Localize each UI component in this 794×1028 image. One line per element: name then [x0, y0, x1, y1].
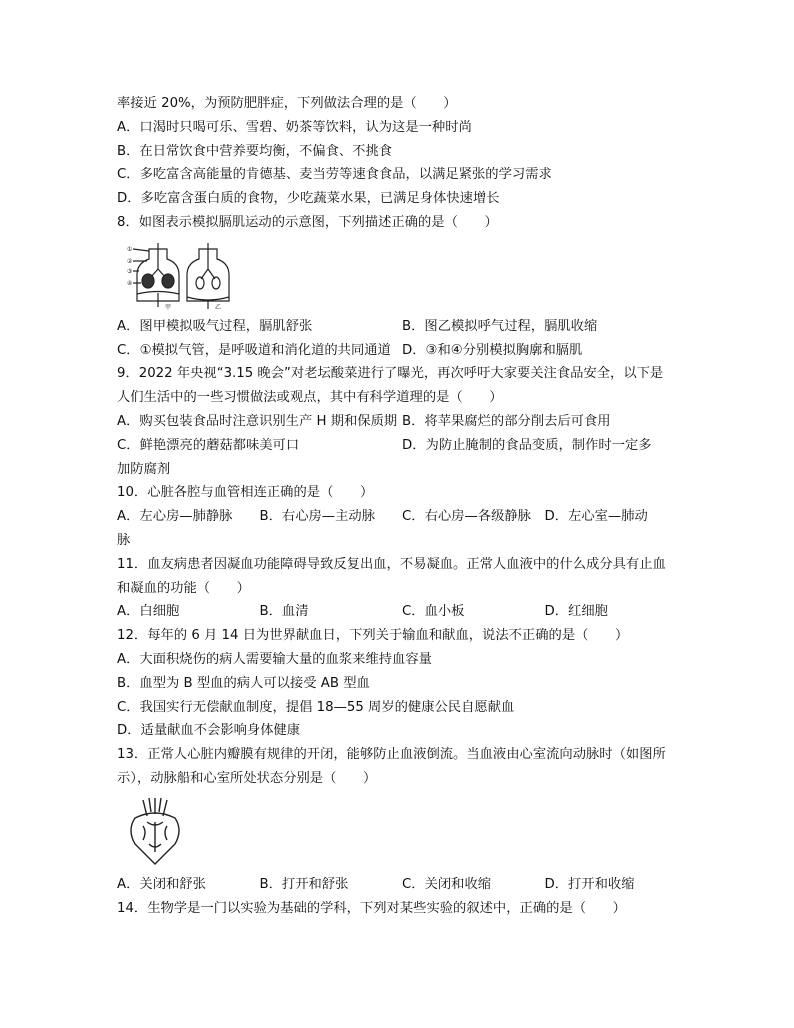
q9-option-d: D．为防止腌制的食品变质，制作时一定多 — [402, 437, 652, 453]
heart-figure — [117, 791, 687, 873]
q13-option-d: D．打开和收缩 — [544, 876, 635, 892]
q8-options-row-1 — [117, 315, 687, 339]
q9-option-c: C．鲜艳漂亮的蘑菇都味美可口 — [117, 437, 300, 453]
q11-stem-line-1: 11．血友病患者因凝血功能障碍导致反复出血，不易凝血。正常人血液中的什么成分具有止血 — [117, 556, 666, 572]
q7-option-a: A．口渴时只喝可乐、雪碧、奶茶等饮料，认为这是一种时尚 — [117, 119, 472, 135]
q13-option-c: C．关闭和收缩 — [402, 876, 492, 892]
q11-stem-line-2: 和凝血的功能（ ） — [117, 580, 250, 596]
q13-option-b: B．打开和舒张 — [259, 876, 349, 892]
q8-option-c: C．①模拟气管，是呼吸道和消化道的共同通道 — [117, 342, 391, 358]
q9-option-a: A．购买包装食品时注意识别生产 H 期和保质期 — [117, 413, 398, 429]
q11-options-row — [117, 600, 687, 624]
q8-option-d: D．③和④分别模拟胸廓和膈肌 — [402, 342, 583, 358]
q12-stem: 12．每年的 6 月 14 日为世界献血日，下列关于输血和献血，说法不正确的是（ ） — [117, 628, 629, 644]
q11-option-c: C．血小板 — [402, 604, 465, 620]
q11-option-b: B．血清 — [259, 604, 309, 620]
q9-option-b: B．将苹果腐烂的部分削去后可食用 — [402, 413, 611, 429]
label-4: ④ — [127, 279, 133, 287]
label-jia: 甲 — [165, 303, 172, 311]
diaphragm-model-svg — [127, 239, 237, 311]
q9-options-row-1 — [117, 410, 687, 434]
q7-stem: 率接近 20%，为预防肥胖症，下列做法合理的是（ ） — [117, 96, 457, 111]
q7-option-b: B．在日常饮食中营养要均衡，不偏食、不挑食 — [117, 143, 393, 159]
q8-stem: 8．如图表示模拟膈肌运动的示意图，下列描述正确的是（ ） — [117, 214, 498, 230]
q12-option-a: A．大面积烧伤的病人需要输大量的血浆来维持血容量 — [117, 651, 432, 667]
q13-options-row — [117, 873, 687, 897]
q10-option-b: B．右心房—主动脉 — [259, 509, 375, 525]
q14-stem: 14．生物学是一门以实验为基础的学科，下列对某些实验的叙述中，正确的是（ ） — [117, 900, 626, 916]
q10-option-a: A．左心房—肺静脉 — [117, 509, 233, 525]
q10-option-c: C．右心房—各级静脉 — [402, 509, 531, 525]
q11-option-a: A．白细胞 — [117, 604, 180, 620]
q12-option-c: C．我国实行无偿献血制度，提倡 18—55 周岁的健康公民自愿献血 — [117, 699, 515, 715]
q10-option-d-continued: 脉 — [117, 532, 131, 548]
q13-stem-line-2: 示），动脉船和心室所处状态分别是（ ） — [117, 770, 377, 786]
q8-option-b: B．图乙模拟呼气过程，膈肌收缩 — [402, 318, 598, 334]
q9-stem-line-2: 人们生活中的一些习惯做法或观点，其中有科学道理的是（ ） — [117, 390, 503, 406]
q13-option-a: A．关闭和舒张 — [117, 876, 206, 892]
exam-page — [117, 92, 687, 920]
q8-options-row-2 — [117, 339, 687, 363]
q12-option-b: B．血型为 B 型血的病人可以接受 AB 型血 — [117, 675, 370, 691]
q12-option-d: D．适量献血不会影响身体健康 — [117, 723, 301, 739]
q9-option-d-continued: 加防腐剂 — [117, 461, 171, 477]
q8-option-a: A．图甲模拟吸气过程，膈肌舒张 — [117, 318, 313, 334]
q7-option-d: D．多吃富含蛋白质的食物，少吃蔬菜水果，已满足身体快速增长 — [117, 191, 500, 207]
q10-options-row — [117, 505, 687, 529]
label-yi: 乙 — [215, 303, 222, 311]
q7-option-c: C．多吃富含高能量的肯德基、麦当劳等速食食品，以满足紧张的学习需求 — [117, 167, 552, 183]
q10-option-d: D．左心室—肺动 — [544, 509, 648, 525]
label-2: ② — [127, 257, 133, 265]
heart-svg — [125, 796, 185, 868]
diaphragm-model-figure — [117, 235, 687, 315]
label-1: ① — [127, 245, 133, 253]
q11-option-d: D．红细胞 — [544, 604, 608, 620]
q9-options-row-2 — [117, 434, 687, 458]
q9-stem-line-1: 9．2022 年央视“3.15 晚会”对老坛酸菜进行了曝光，再次呼吁大家要关注食品安全，以下是 — [117, 366, 664, 382]
label-3: ③ — [127, 267, 133, 275]
q13-stem-line-1: 13．正常人心脏内瓣膜有规律的开闭，能够防止血液倒流。当血液由心室流向动脉时（如图所 — [117, 747, 666, 763]
q10-stem: 10．心脏各腔与血管相连正确的是（ ） — [117, 485, 374, 501]
